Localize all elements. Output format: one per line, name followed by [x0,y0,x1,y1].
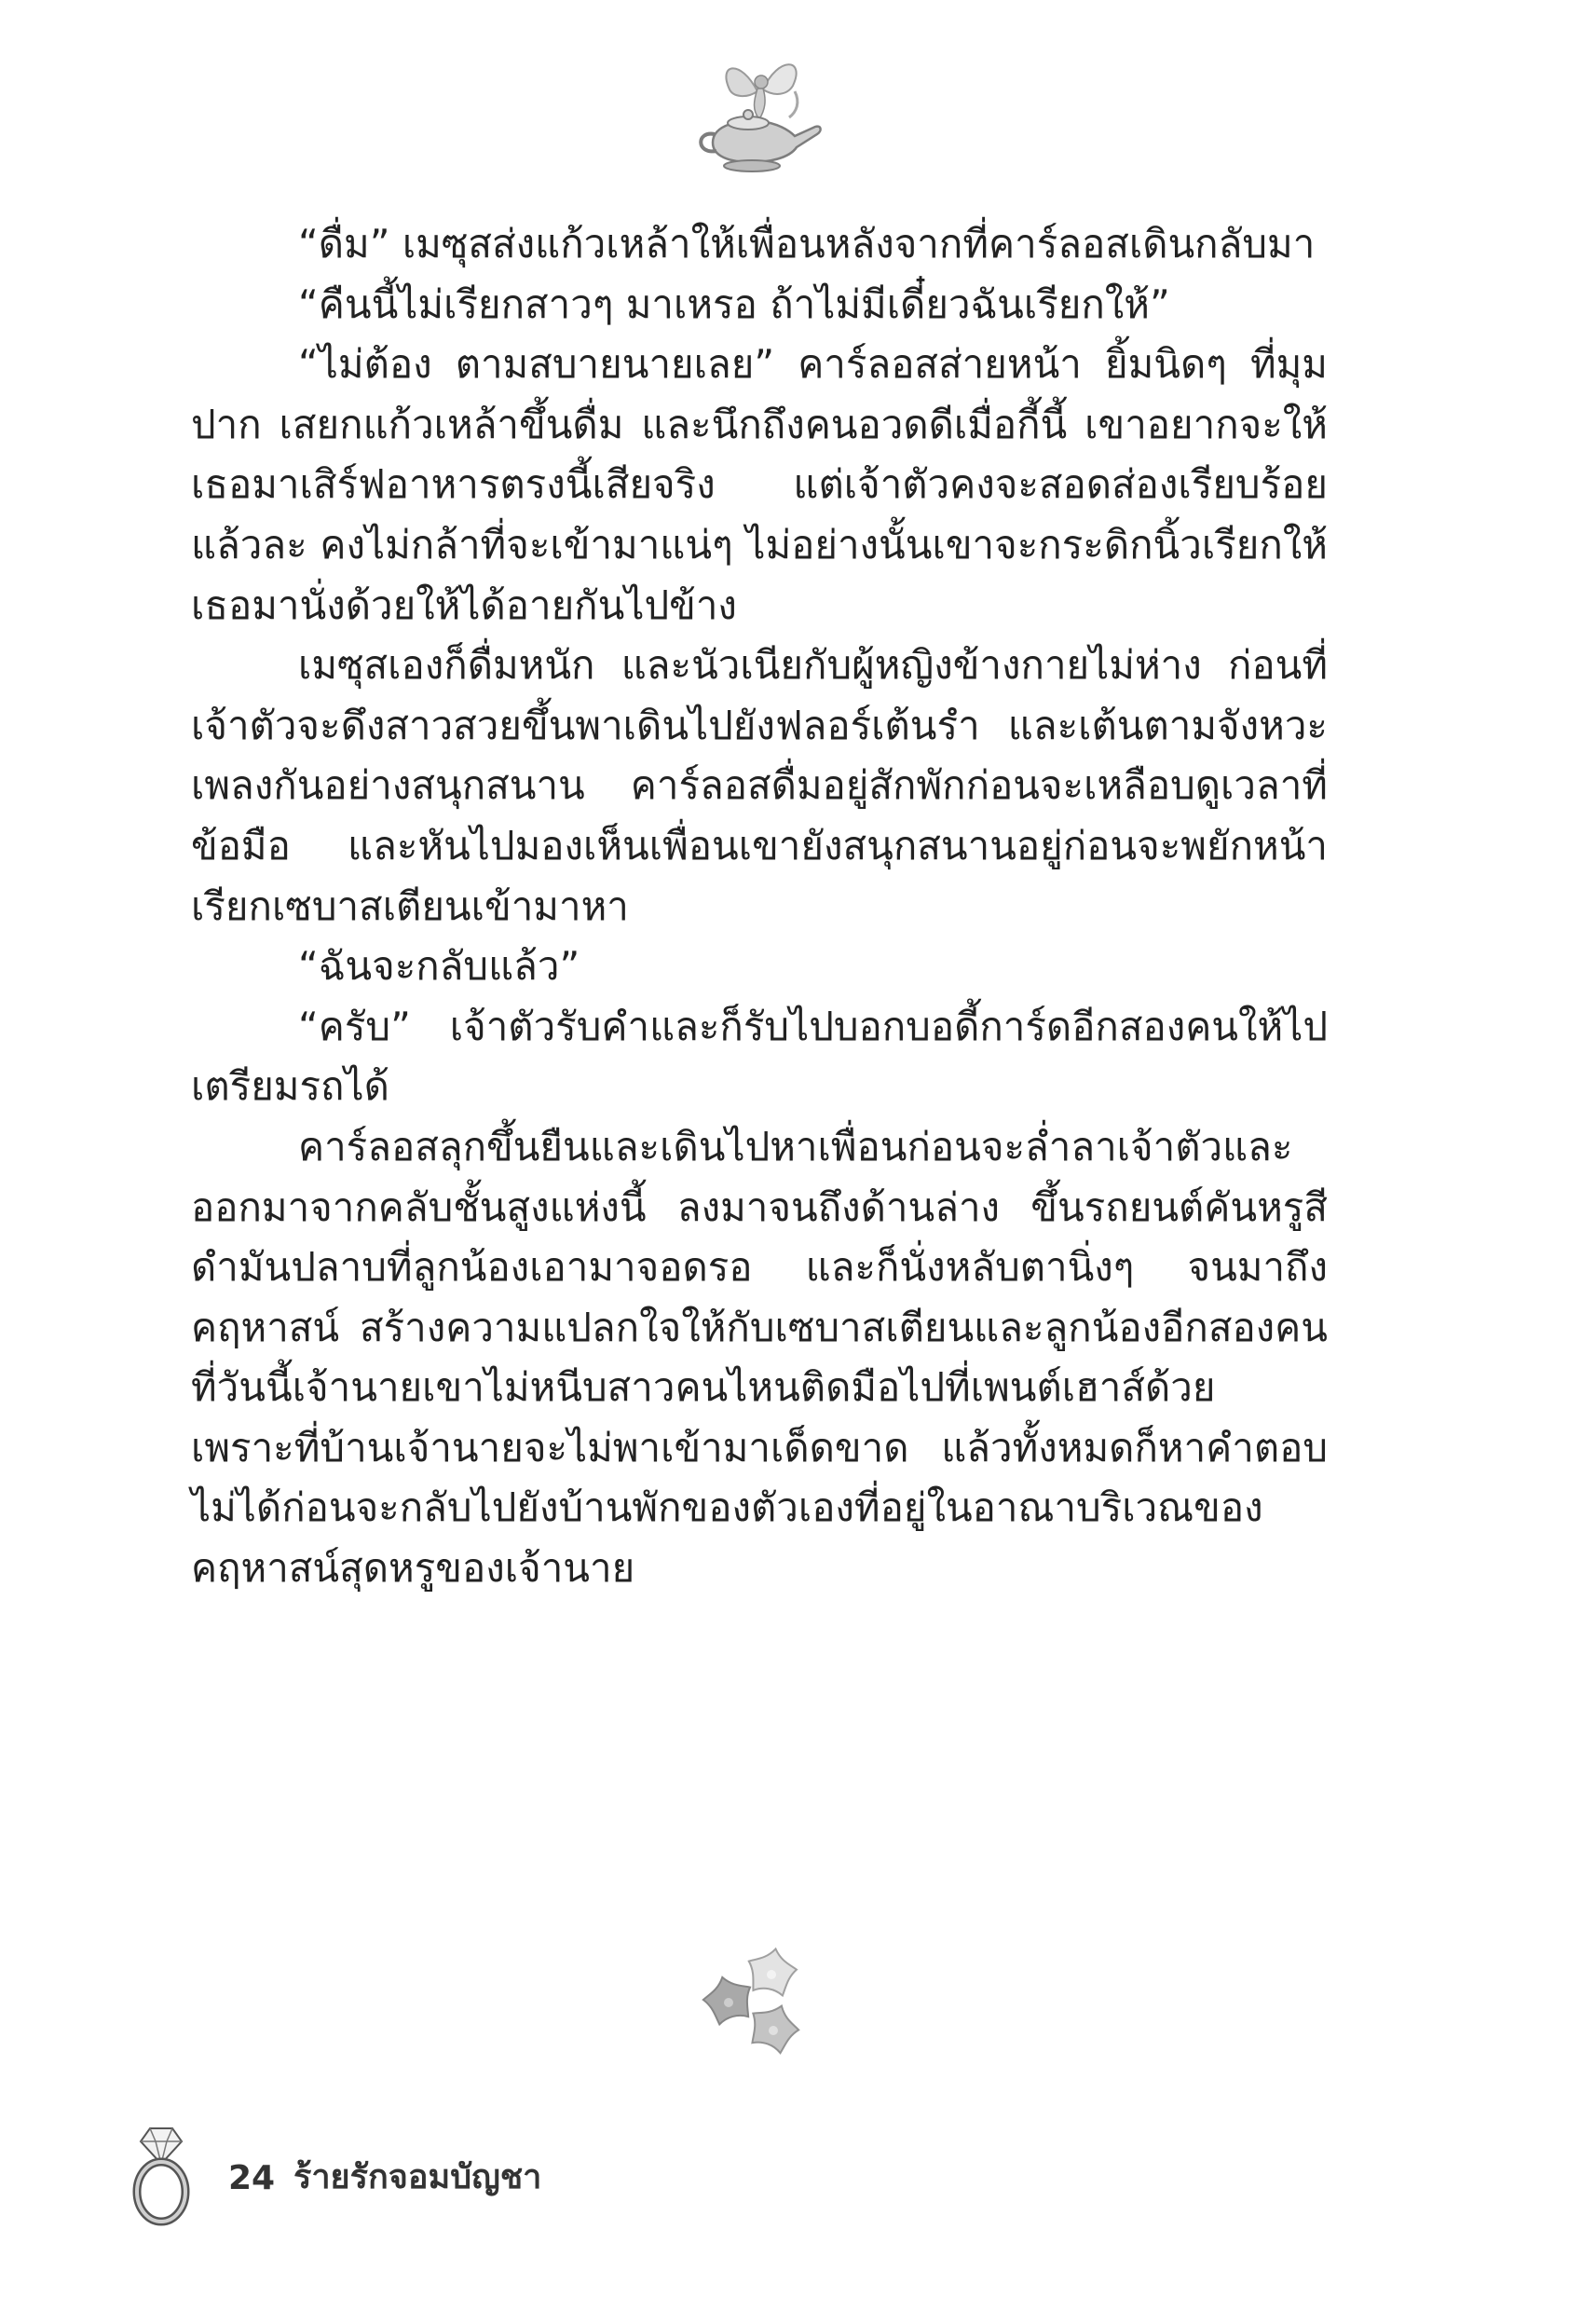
chapter-text [191,214,1328,1599]
paragraph: เมซุสเองก็ดื่มหนัก และนัวเนียกับผู้หญิงข้างกายไม่ห่าง ก่อนที่เจ้าตัวจะดึงสาวสวยขึ้นพาเดินไปยังฟลอร์เต้นรำ และเต้นตามจังหวะเพลงกันอย่างสนุกสนาน คาร์ลอสดื่มอยู่สักพักก่อนจะเหลือบดูเวลาที่ข้อมือ และหันไปมองเห็นเพื่อนเขายังสนุกสนานอยู่ก่อนจะพยักหน้าเรียกเซบาสเตียนเข้ามาหา [191,642,1328,929]
paragraph: “ไม่ต้อง ตามสบายนายเลย” คาร์ลอสส่ายหน้า ยิ้มนิดๆ ที่มุมปาก เสยกแก้วเหล้าขึ้นดื่ม และนึกถึงคนอวดดีเมื่อกี้นี้ เขาอยากจะให้เธอมาเสิร์ฟอาหารตรงนี้เสียจริง แต่เจ้าตัวคงจะสอดส่องเรียบร้อยแล้วละ คงไม่กล้าที่จะเข้ามาแน่ๆ ไม่อย่างนั้นเขาจะกระดิกนิ้วเรียกให้เธอมานั่งด้วยให้ได้อายกันไปข้าง [191,341,1328,628]
paragraph: “ครับ” เจ้าตัวรับคำและก็รับไปบอกบอดี้การ์ดอีกสองคนให้ไปเตรียมรถได้ [191,1003,1328,1110]
page-footer [107,2125,666,2227]
paragraph: คาร์ลอสลุกขึ้นยืนและเดินไปหาเพื่อนก่อนจะล่ำลาเจ้าตัวและออกมาจากคลับชั้นสูงแห่งนี้ ลงมาจนถึงด้านล่าง ขึ้นรถยนต์คันหรูสีดำมันปลาบที่ลูกน้องเอามาจอดรอ และก็นั่งหลับตานิ่งๆ จนมาถึงคฤหาสน์ สร้างความแปลกใจให้กับเซบาสเตียนและลูกน้องอีกสองคนที่วันนี้เจ้านายเขาไม่หนีบสาวคนไหนติดมือไปที่เพนต์เฮาส์ด้วย เพราะที่บ้านเจ้านายจะไม่พาเข้ามาเด็ดขาด แล้วทั้งหมดก็หาคำตอบไม่ได้ก่อนจะกลับไปยังบ้านพักของตัวเองที่อยู่ในอาณาบริเวณของคฤหาสน์สุดหรูของเจ้านาย [191,1123,1328,1592]
paragraph: “ดื่ม” เมซุสส่งแก้วเหล้าให้เพื่อนหลังจากที่คาร์ลอสเดินกลับมา [298,221,1316,267]
flowers-icon [699,1943,820,2064]
book-title: ร้ายรักจอมบัญชา [293,2158,542,2196]
page-number: 24 [228,2159,276,2197]
paragraph: “ฉันจะกลับแล้ว” [298,943,580,990]
paragraph: “คืนนี้ไม่เรียกสาวๆ มาเหรอ ถ้าไม่มีเดี๋ยวฉันเรียกให้” [298,280,1170,327]
diamond-ring-icon [124,2125,198,2227]
magic-lamp-fairy-icon [685,54,825,175]
